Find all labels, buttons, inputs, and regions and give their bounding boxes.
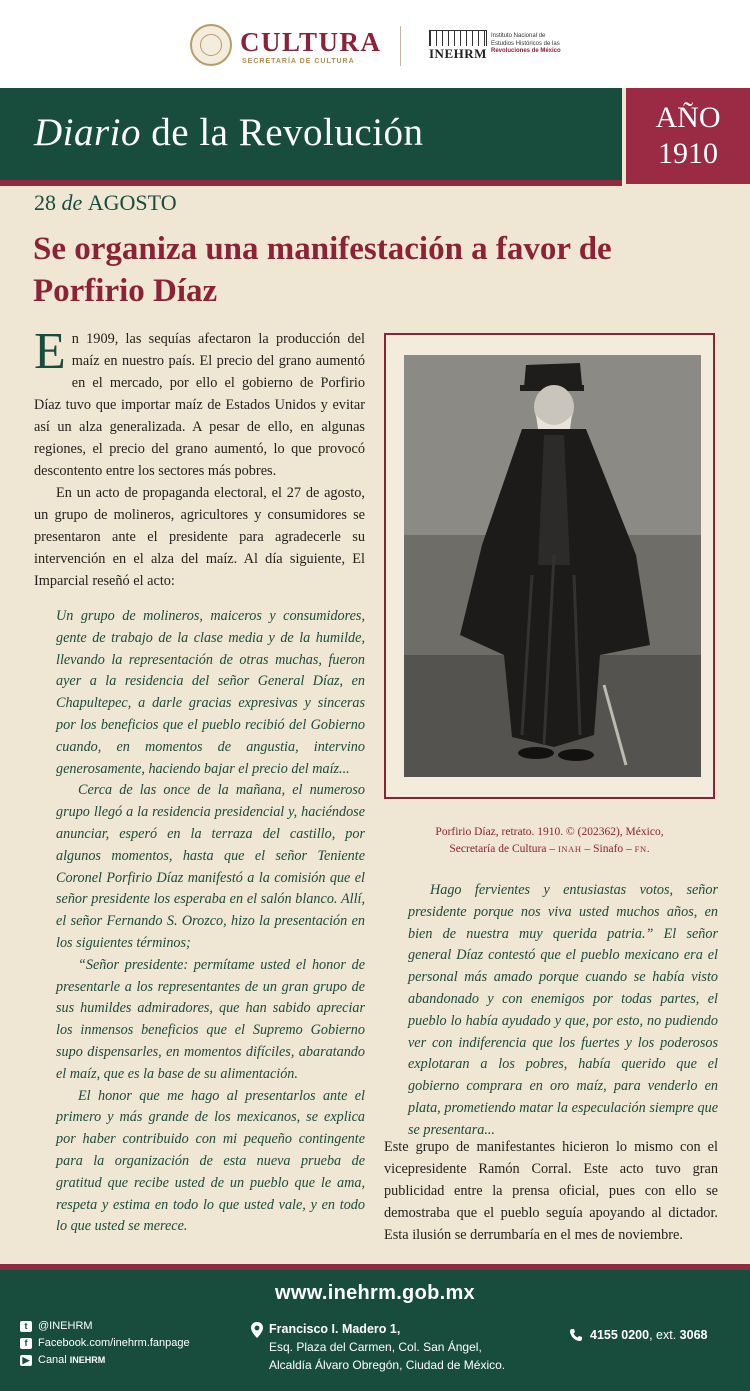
quote-paragraph-1: Un grupo de molineros, maiceros y consumidores, gente de trabajo de la clase media y de la humilde, llevando la representación de otras muchas, fueron ayer a la residencia del señor General Díaz, en Chapultepec, a darle gracias expresivas y sinceras por los beneficios que el pueblo recibió del Gobierno cuando, en momentos de angustia, intervino generosamente, haciendo bajar el precio del maíz... — [56, 608, 365, 777]
phone-number[interactable]: 4155 0200, ext. 3068 — [590, 1328, 708, 1342]
year-box — [626, 88, 750, 184]
website-link[interactable]: www.inehrm.gob.mx — [275, 1282, 475, 1304]
series-title: Diario de la Revolución — [34, 111, 424, 154]
inehrm-description: Instituto Nacional de Estudios Históricos de las Revoluciones de México — [491, 33, 561, 54]
article-intro — [34, 323, 365, 592]
photo-caption: Porfirio Díaz, retrato. 1910. © (202362), México, Secretaría de Cultura – INAH – Sinafo – FN. — [435, 826, 664, 855]
photo-frame — [384, 333, 715, 799]
twitter-icon: t — [20, 1321, 32, 1332]
paragraph-3: Este grupo de manifestantes hicieron lo mismo con el vicepresidente Ramón Corral. Este acto tuvo gran publicidad entre la prensa oficial, pues con ello se demostraba que el pueblo seguía apoyando al dictador. Esta ilusión se derrumbaría en el mes de noviembre. — [384, 1139, 718, 1243]
entry-date: 28 de AGOSTO — [34, 190, 177, 215]
cultura-subtitle: SECRETARÍA DE CULTURA — [242, 58, 355, 65]
twitter-link[interactable]: t @INEHRM — [20, 1318, 240, 1335]
logo-divider — [400, 26, 401, 66]
year-value: 1910 — [658, 137, 718, 170]
facebook-link[interactable]: f Facebook.com/inehrm.fanpage — [20, 1335, 240, 1352]
cultura-logo: CULTURA — [240, 27, 382, 57]
year-label: AÑO — [655, 101, 721, 134]
quote-paragraph-4: El honor que me hago al presentarlos ante el primero y más grande de los mexicanos, se explica por haber contribuido con mi pequeño contingente para la organización de esta nueva prueba de gratitud que recibe usted de un pueblo que le ama, respeta y estima en todo lo que usted vale, y en todo lo que usted se merece. — [56, 1087, 365, 1235]
social-links — [20, 1318, 240, 1369]
phone-icon — [569, 1328, 583, 1342]
footer-accent — [0, 1264, 750, 1270]
headline: Se organiza una manifestación a favor de Porfirio Díaz — [33, 231, 612, 309]
drop-cap: E — [34, 323, 66, 380]
paragraph-1: En 1909, las sequías afectaron la producción del maíz en nuestro país. El precio del grano aumentó en el mercado, por ello el gobierno de Porfirio Díaz tuvo que importar maíz de Estados Unidos y evitar así un alza generalizada. A pesar de ello, en algunas regiones, el precio del grano aumentó, lo que provocó descontento entre los sectores más pobres. — [34, 323, 365, 479]
facebook-icon: f — [20, 1338, 32, 1349]
quote-paragraph-5: Hago fervientes y entusiastas votos, señor presidente porque nos viva usted muchos años, en bien de nuestra muy querida patria.” El señor general Díaz contestó que el pueblo mexicano era el personal más amado porque cuando se había visto abandonado y con enemigos por todas partes, el pueblo lo había ayudado y que, por esto, no pudiendo ver con indiferencia que los fuertes y los poderosos explotaran a los pobres, había querido que el gobierno comprara en oro maíz, para venderlo en plata, prometiendo matar la especulación siempre que se presentara... — [408, 882, 718, 1138]
logo-bar — [0, 0, 750, 88]
newspaper-quote — [56, 606, 365, 1238]
youtube-icon: ▶ — [20, 1355, 32, 1366]
address: Francisco I. Madero 1, Esq. Plaza del Carmen, Col. San Ángel, Alcaldía Álvaro Obregón, Ciudad de México. — [269, 1322, 506, 1372]
paragraph-2: En un acto de propaganda electoral, el 27 de agosto, un grupo de molineros, agricultores y consumidores se presentaron ante el presidente para agradecerle su intervención en el alza del maíz. Al día siguiente, El Imparcial reseñó el acto: — [34, 485, 365, 589]
quote-paragraph-2: Cerca de las once de la mañana, el numeroso grupo llegó a la residencia presidencial y, haciéndose anunciar, esperó en la terraza del castillo, por algunos momentos, hasta que el señor Teniente Coronel Porfirio Díaz manifestó a la comisión que el señor presidente los esperaba en el salón blanco. Allí, el señor Fernando S. Orozco, hizo la presentación en los siguientes términos; — [56, 782, 365, 951]
inehrm-building-icon — [429, 30, 487, 46]
porfirio-diaz-portrait — [404, 355, 701, 777]
mexico-seal-icon — [190, 24, 232, 66]
inehrm-logo: INEHRM — [429, 46, 487, 61]
youtube-link[interactable]: ▶ Canal INEHRM — [20, 1352, 240, 1369]
location-pin-icon — [250, 1322, 264, 1338]
title-band-accent — [0, 180, 622, 186]
quote-paragraph-3: “Señor presidente: permítame usted el honor de presentarle a los representantes de un gran grupo de sus humildes admiradores, que han sabido apreciar los inmensos beneficios que el Supremo Gobierno supo dispensarles, en momentos difíciles, abaratando el maíz, que es la base de su alimentación. — [56, 956, 365, 1082]
